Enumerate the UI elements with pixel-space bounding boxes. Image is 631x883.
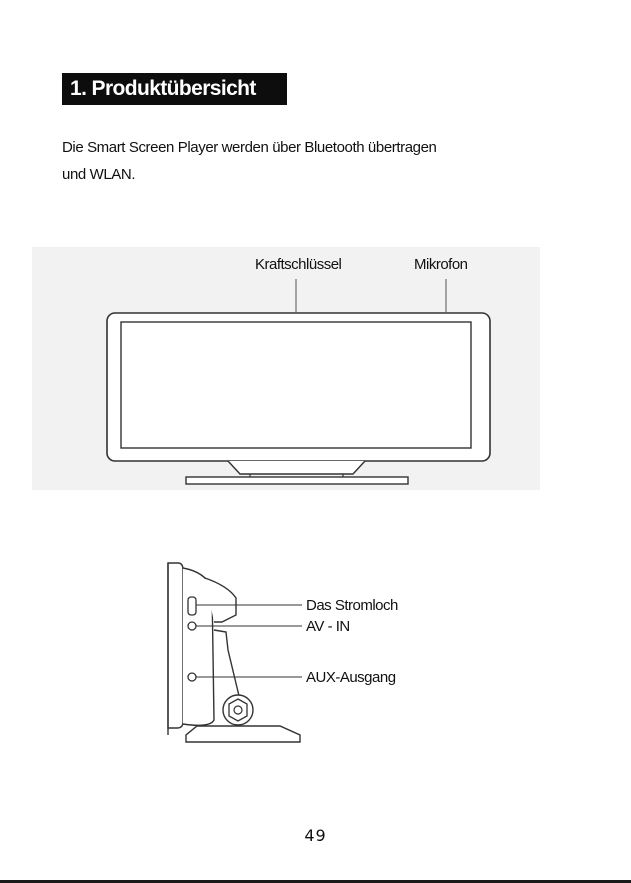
mount-knob-center bbox=[234, 706, 242, 714]
side-screen-front bbox=[168, 563, 183, 728]
side-mount-arm bbox=[214, 630, 240, 700]
label-microphone: Mikrofon bbox=[414, 256, 468, 273]
label-power-key: Kraftschlüssel bbox=[255, 256, 342, 273]
page-number: 49 bbox=[304, 826, 327, 845]
label-power-port: Das Stromloch bbox=[306, 597, 398, 614]
power-port-icon bbox=[188, 597, 196, 615]
label-aux-out: AUX-Ausgang bbox=[306, 669, 396, 686]
intro-line-1: Die Smart Screen Player werden über Bluetooth übertragen bbox=[62, 139, 437, 156]
aux-out-port-icon bbox=[188, 673, 196, 681]
av-in-port-icon bbox=[188, 622, 196, 630]
section-title: 1. Produktübersicht bbox=[62, 73, 287, 105]
intro-line-2: und WLAN. bbox=[62, 166, 136, 183]
suction-base bbox=[186, 726, 300, 742]
label-av-in: AV - IN bbox=[306, 618, 350, 635]
